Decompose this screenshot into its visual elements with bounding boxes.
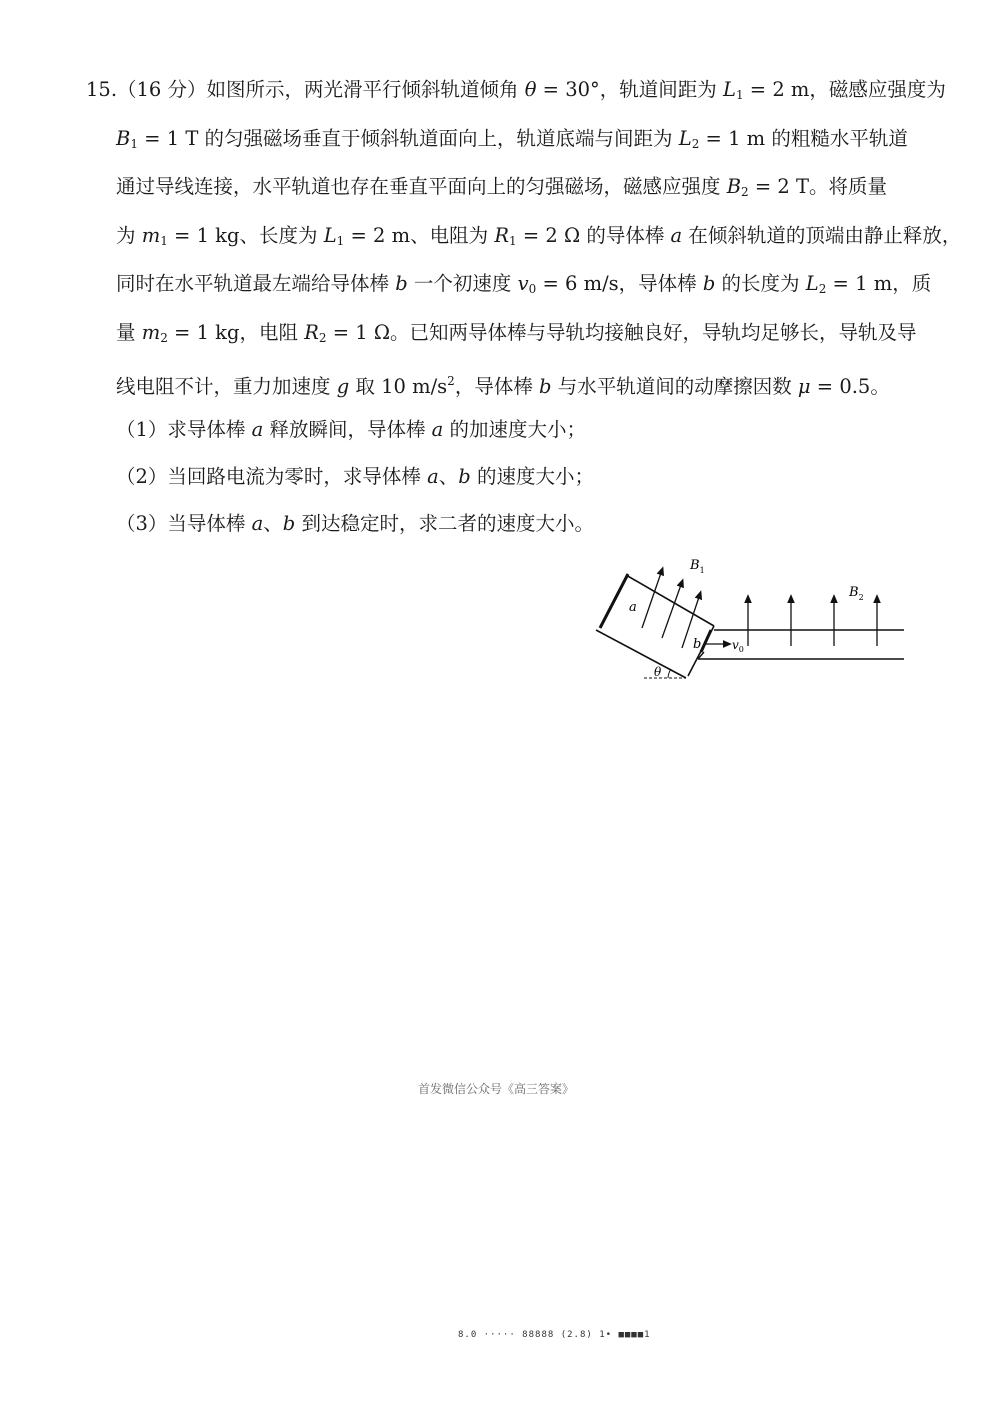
text-run: 到达稳定时，求二者的速度大小。 [295, 511, 594, 535]
problem-line-4 [86, 212, 962, 261]
math-symbol: L [323, 223, 337, 247]
text-run: ，导体棒 [454, 375, 540, 398]
b1-field-arrow [642, 570, 662, 628]
text-run: 与水平轨道间的动摩擦因数 [551, 375, 798, 398]
text-run: 的加速度大小； [443, 417, 586, 441]
math-symbol: b [539, 375, 552, 398]
math-symbol: a [251, 511, 264, 535]
label-B2: $B_2$ [849, 585, 864, 602]
math-symbol: L [678, 126, 692, 150]
subscript: 1 [509, 233, 517, 248]
text-run: 量 [116, 320, 142, 344]
rails-figure [590, 548, 910, 688]
label-v0: $v_0$ [732, 638, 744, 654]
text-run: 通过导线连接，水平轨道也存在垂直平面向上的匀强磁场，磁感应强度 [116, 175, 727, 198]
math-symbol: a [251, 417, 264, 441]
math-symbol: b [282, 511, 296, 535]
text-run: 线电阻不计，重力加速度 [116, 375, 337, 398]
superscript: 2 [447, 374, 455, 388]
subscript: 2 [818, 282, 827, 296]
text-run: = 2 m，磁感应强度为 [743, 78, 946, 101]
subscript: 1 [735, 88, 744, 102]
text-run: （1）求导体棒 [116, 417, 252, 441]
problem-line-5 [86, 260, 932, 309]
math-symbol: a [431, 417, 444, 441]
math-symbol: b [702, 272, 716, 295]
label-a: a [629, 600, 637, 615]
label-B1: $B_1$ [690, 558, 705, 575]
subscript: 0 [528, 282, 537, 296]
math-symbol: R [304, 320, 319, 344]
incline-rail-bottom [596, 630, 686, 678]
text-run: = 1 Ω。已知两导体棒与导轨均接触良好，导轨均足够长，导轨及导 [326, 320, 917, 344]
text-run: 释放瞬间，导体棒 [263, 417, 432, 441]
problem-line-6 [86, 309, 916, 358]
math-symbol: g [336, 375, 350, 398]
text-run: 、 [438, 464, 459, 488]
math-symbol: m [141, 320, 161, 344]
problem-line-7 [86, 357, 916, 406]
math-symbol: a [670, 223, 683, 247]
text-run: （3）当导体棒 [116, 511, 252, 535]
text-run: 的速度大小； [470, 464, 594, 488]
math-symbol: B [116, 126, 131, 150]
text-run: = 1 m 的粗糙水平轨道 [699, 126, 908, 150]
math-symbol: v [517, 272, 529, 295]
text-run: = 2 Ω 的导体棒 [516, 223, 671, 247]
problem-line-1 [86, 66, 946, 115]
text-run: 的长度为 [715, 272, 806, 295]
text-run: 为 [116, 223, 142, 247]
question-2 [86, 453, 916, 500]
text-run: = 30°，轨道间距为 [536, 78, 723, 101]
text-run: = 2 m、电阻为 [344, 223, 495, 247]
question-3 [86, 500, 916, 547]
subscript: 2 [160, 330, 168, 345]
math-symbol: b [395, 272, 408, 295]
subscript: 2 [741, 185, 749, 199]
text-run: 取 10 m/s [349, 375, 448, 398]
subscript: 2 [691, 136, 700, 151]
problem-15 [86, 66, 962, 547]
text-run: = 1 m，质 [826, 272, 932, 295]
footer-source: 首发微信公众号《高三答案》 [417, 1082, 574, 1096]
page-code: 8.0 ····· 88888 (2.8) 1• ■■■■1 [458, 1330, 651, 1340]
label-theta: θ [654, 665, 662, 679]
text-run: = 6 m/s，导体棒 [536, 272, 703, 295]
subscript: 1 [160, 233, 168, 248]
text-run: = 0.5。 [810, 375, 890, 398]
text-run: 、 [263, 511, 283, 535]
math-symbol: R [494, 223, 509, 247]
problem-line-3 [86, 163, 916, 212]
text-run: 在倾斜轨道的顶端由静止释放， [682, 223, 962, 247]
text-run: = 2 T。将质量 [748, 175, 888, 198]
text-run: = 1 kg，电阻 [167, 320, 305, 344]
label-b: b [693, 637, 702, 652]
rod-b [701, 630, 711, 652]
subscript: 2 [318, 330, 327, 345]
math-symbol: μ [797, 375, 811, 398]
math-symbol: a [427, 464, 439, 488]
math-symbol: L [722, 78, 736, 101]
subscript: 1 [130, 136, 138, 151]
text-run: = 1 T 的匀强磁场垂直于倾斜轨道面向上，轨道底端与间距为 [137, 126, 679, 150]
text-run: （16 分）如图所示，两光滑平行倾斜轨道倾角 [117, 78, 525, 101]
problem-line-2 [86, 115, 916, 164]
math-symbol: L [805, 272, 819, 295]
subscript: 1 [336, 233, 345, 248]
text-run: 一个初速度 [407, 272, 518, 295]
question-1 [86, 406, 916, 453]
math-symbol: B [726, 175, 742, 198]
text-run: 同时在水平轨道最左端给导体棒 [116, 272, 396, 295]
rod-a [600, 574, 628, 628]
incline-rail-top [626, 575, 714, 626]
theta-arc [668, 669, 671, 678]
text-run: = 1 kg、长度为 [167, 223, 324, 247]
b1-field-arrow [662, 582, 682, 638]
math-symbol: b [458, 464, 471, 488]
math-symbol: m [141, 223, 161, 247]
problem-number: 15. [86, 78, 118, 101]
rails-diagram [590, 548, 910, 688]
math-symbol: θ [524, 78, 537, 101]
text-run: （2）当回路电流为零时，求导体棒 [116, 464, 428, 488]
